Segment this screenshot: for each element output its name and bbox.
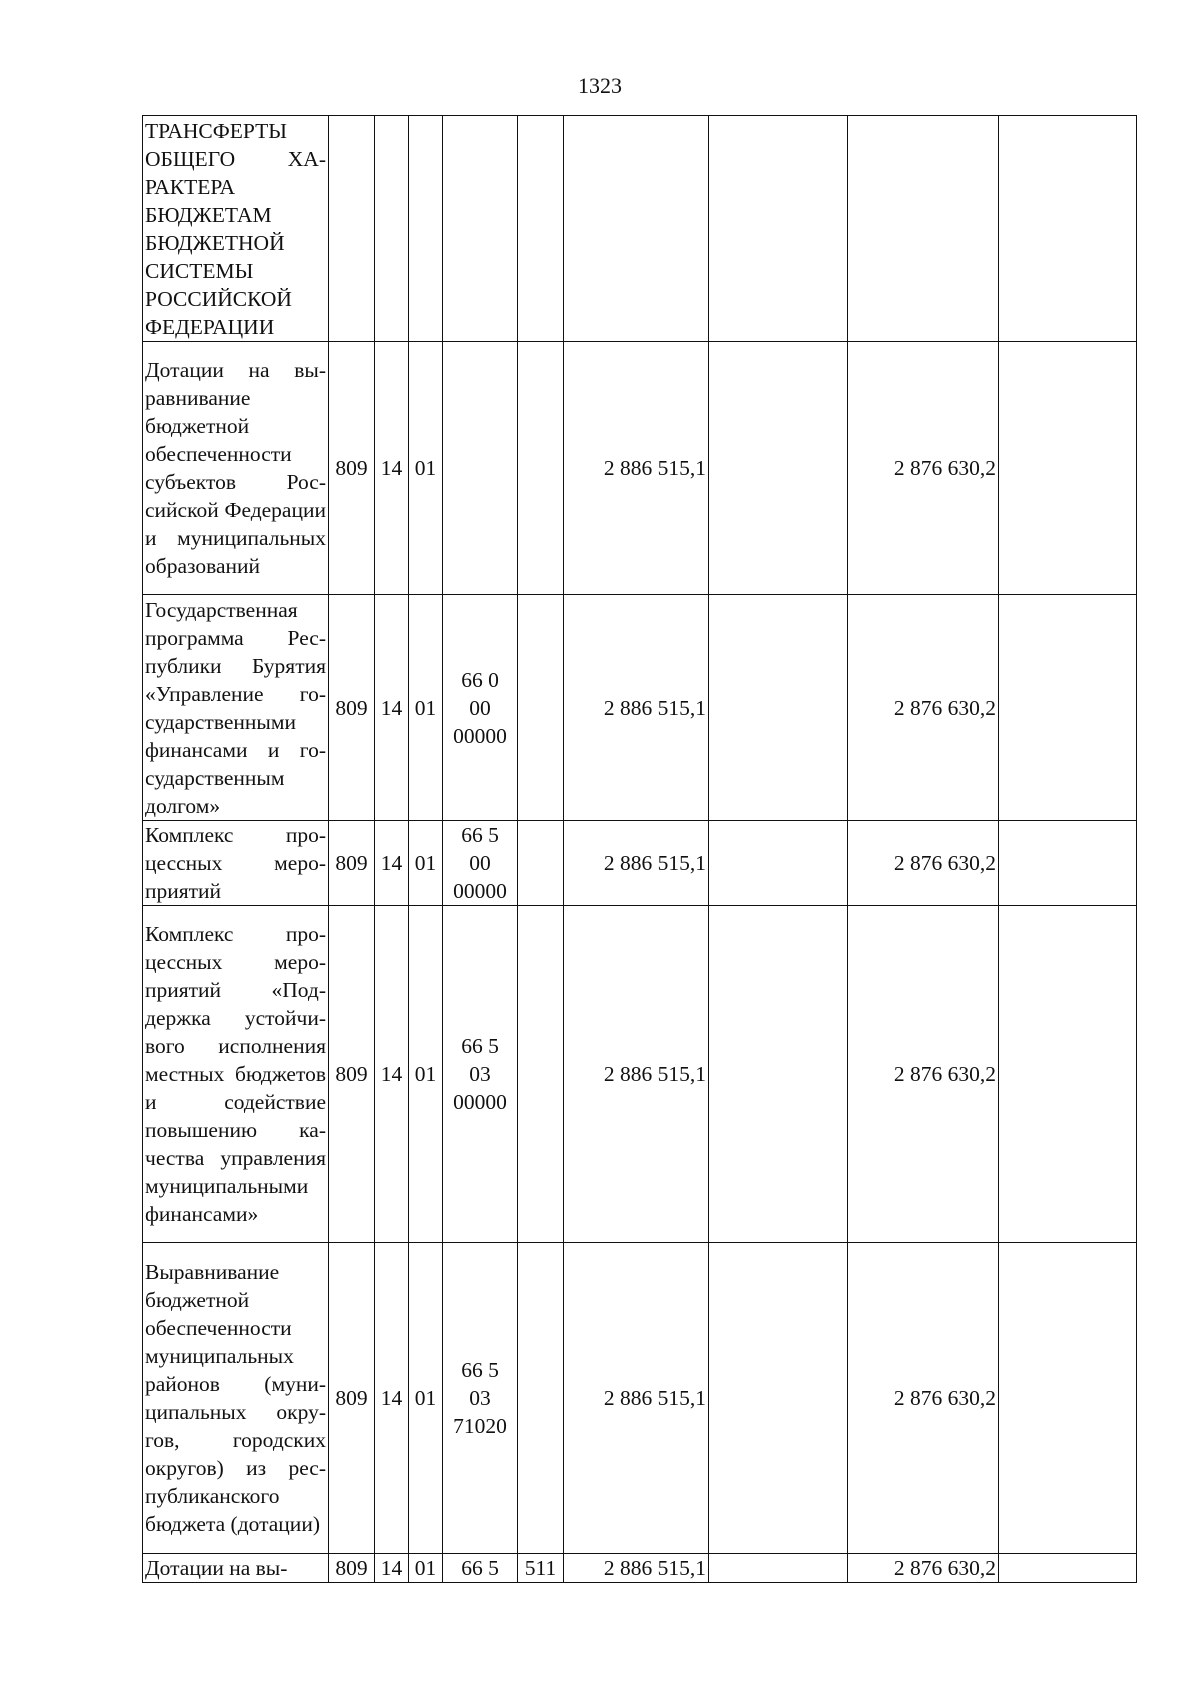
- expense-type-cell: [518, 116, 564, 342]
- amount-cell-3: [848, 116, 999, 342]
- amount-cell-4: [999, 821, 1137, 906]
- amount-cell-2: [709, 1554, 848, 1583]
- amount-cell-3: 2 876 630,2: [848, 342, 999, 595]
- target-article-cell: [443, 906, 518, 1243]
- amount-cell-1: 2 886 515,1: [564, 906, 709, 1243]
- amount-cell-3: 2 876 630,2: [848, 821, 999, 906]
- expense-type-cell: 511: [518, 1554, 564, 1583]
- amount-cell-1: [564, 116, 709, 342]
- section-code-cell: 14: [375, 1243, 409, 1554]
- expense-type-cell: [518, 595, 564, 821]
- amount-cell-1: 2 886 515,1: [564, 595, 709, 821]
- expense-type-cell: [518, 906, 564, 1243]
- amount-cell-4: [999, 906, 1137, 1243]
- subsection-code-cell: 01: [409, 1243, 443, 1554]
- amount-cell-2: [709, 906, 848, 1243]
- table-row: [143, 821, 1137, 906]
- amount-cell-4: [999, 1243, 1137, 1554]
- amount-cell-1: 2 886 515,1: [564, 342, 709, 595]
- table-row: [143, 595, 1137, 821]
- target-article-line: 03: [469, 1062, 491, 1086]
- target-article-line: 00: [469, 851, 491, 875]
- gr-code-cell: [329, 116, 375, 342]
- section-code-cell: [375, 116, 409, 342]
- subsection-code-cell: [409, 116, 443, 342]
- amount-cell-4: [999, 342, 1137, 595]
- subsection-code-cell: 01: [409, 342, 443, 595]
- row-name-cell: Комплекс процессных мероприятий «Поддержка устойчивого исполнения местных бюджетов и содействие повышению качества управления муниципальными финансами»: [143, 906, 329, 1243]
- subsection-code-cell: 01: [409, 821, 443, 906]
- subsection-code-cell: 01: [409, 1554, 443, 1583]
- expense-type-cell: [518, 821, 564, 906]
- page-number: 1323: [578, 73, 622, 98]
- amount-cell-4: [999, 116, 1137, 342]
- row-name-cell: Выравнивание бюджетной обеспеченности муниципальных районов (муниципальных округов, городских округов) из республиканского бюджета (дотации): [143, 1243, 329, 1554]
- target-article-line: 00000: [453, 1090, 507, 1114]
- target-article-line: 66 0: [461, 667, 499, 692]
- target-article-line: 00000: [453, 879, 507, 903]
- gr-code-cell: 809: [329, 821, 375, 906]
- expense-type-cell: [518, 342, 564, 595]
- amount-cell-3: 2 876 630,2: [848, 1554, 999, 1583]
- amount-cell-3: 2 876 630,2: [848, 595, 999, 821]
- amount-cell-2: [709, 595, 848, 821]
- row-name-cell: Государственная программа Республики Бурятия «Управление государственными финансами и государственным долгом»: [143, 595, 329, 821]
- amount-cell-4: [999, 595, 1137, 821]
- gr-code-cell: 809: [329, 595, 375, 821]
- amount-cell-3: 2 876 630,2: [848, 906, 999, 1243]
- section-code-cell: 14: [375, 1554, 409, 1583]
- row-name-cell: Дотации на вы-: [143, 1554, 329, 1583]
- table-row: [143, 116, 1137, 342]
- table-body: [143, 116, 1137, 1583]
- amount-cell-1: 2 886 515,1: [564, 1554, 709, 1583]
- target-article-cell: [443, 1243, 518, 1554]
- amount-cell-1: 2 886 515,1: [564, 821, 709, 906]
- gr-code-cell: 809: [329, 342, 375, 595]
- amount-cell-2: [709, 342, 848, 595]
- amount-cell-2: [709, 1243, 848, 1554]
- amount-cell-2: [709, 116, 848, 342]
- table-row: [143, 906, 1137, 1243]
- target-article-cell: [443, 116, 518, 342]
- gr-code-cell: 809: [329, 906, 375, 1243]
- target-article-line: 66 5: [461, 1034, 499, 1058]
- target-article-line: 66 5: [461, 1358, 499, 1382]
- target-article-cell: [443, 342, 518, 595]
- amount-cell-4: [999, 1554, 1137, 1583]
- table-row: [143, 1243, 1137, 1554]
- target-article-line: 00000: [453, 723, 507, 748]
- target-article-line: 00: [469, 695, 491, 720]
- table-row: [143, 1554, 1137, 1583]
- amount-cell-2: [709, 821, 848, 906]
- section-code-cell: 14: [375, 595, 409, 821]
- table-row: [143, 342, 1137, 595]
- section-code-cell: 14: [375, 342, 409, 595]
- target-article-line: 66 5: [461, 1556, 499, 1580]
- amount-cell-1: 2 886 515,1: [564, 1243, 709, 1554]
- row-name-cell: Дотации на выравнивание бюджетной обеспеченности субъектов Российской Федерации и муниципальных образований: [143, 342, 329, 595]
- row-name-cell: ТРАНСФЕРТЫ ОБЩЕГО ХАРАКТЕРА БЮДЖЕТАМ БЮДЖЕТНОЙ СИСТЕМЫ РОССИЙСКОЙ ФЕДЕРАЦИИ: [143, 116, 329, 342]
- target-article-line: 66 5: [461, 823, 499, 847]
- row-name-cell: Комплекс процессных мероприятий: [143, 821, 329, 906]
- gr-code-cell: 809: [329, 1243, 375, 1554]
- expense-type-cell: [518, 1243, 564, 1554]
- amount-cell-3: 2 876 630,2: [848, 1243, 999, 1554]
- gr-code-cell: 809: [329, 1554, 375, 1583]
- subsection-code-cell: 01: [409, 906, 443, 1243]
- target-article-cell: [443, 821, 518, 906]
- subsection-code-cell: 01: [409, 595, 443, 821]
- target-article-cell: [443, 1554, 518, 1583]
- section-code-cell: 14: [375, 906, 409, 1243]
- target-article-line: 03: [469, 1386, 491, 1410]
- section-code-cell: 14: [375, 821, 409, 906]
- target-article-cell: [443, 595, 518, 821]
- target-article-line: 71020: [453, 1414, 507, 1438]
- budget-table: [142, 115, 1137, 1583]
